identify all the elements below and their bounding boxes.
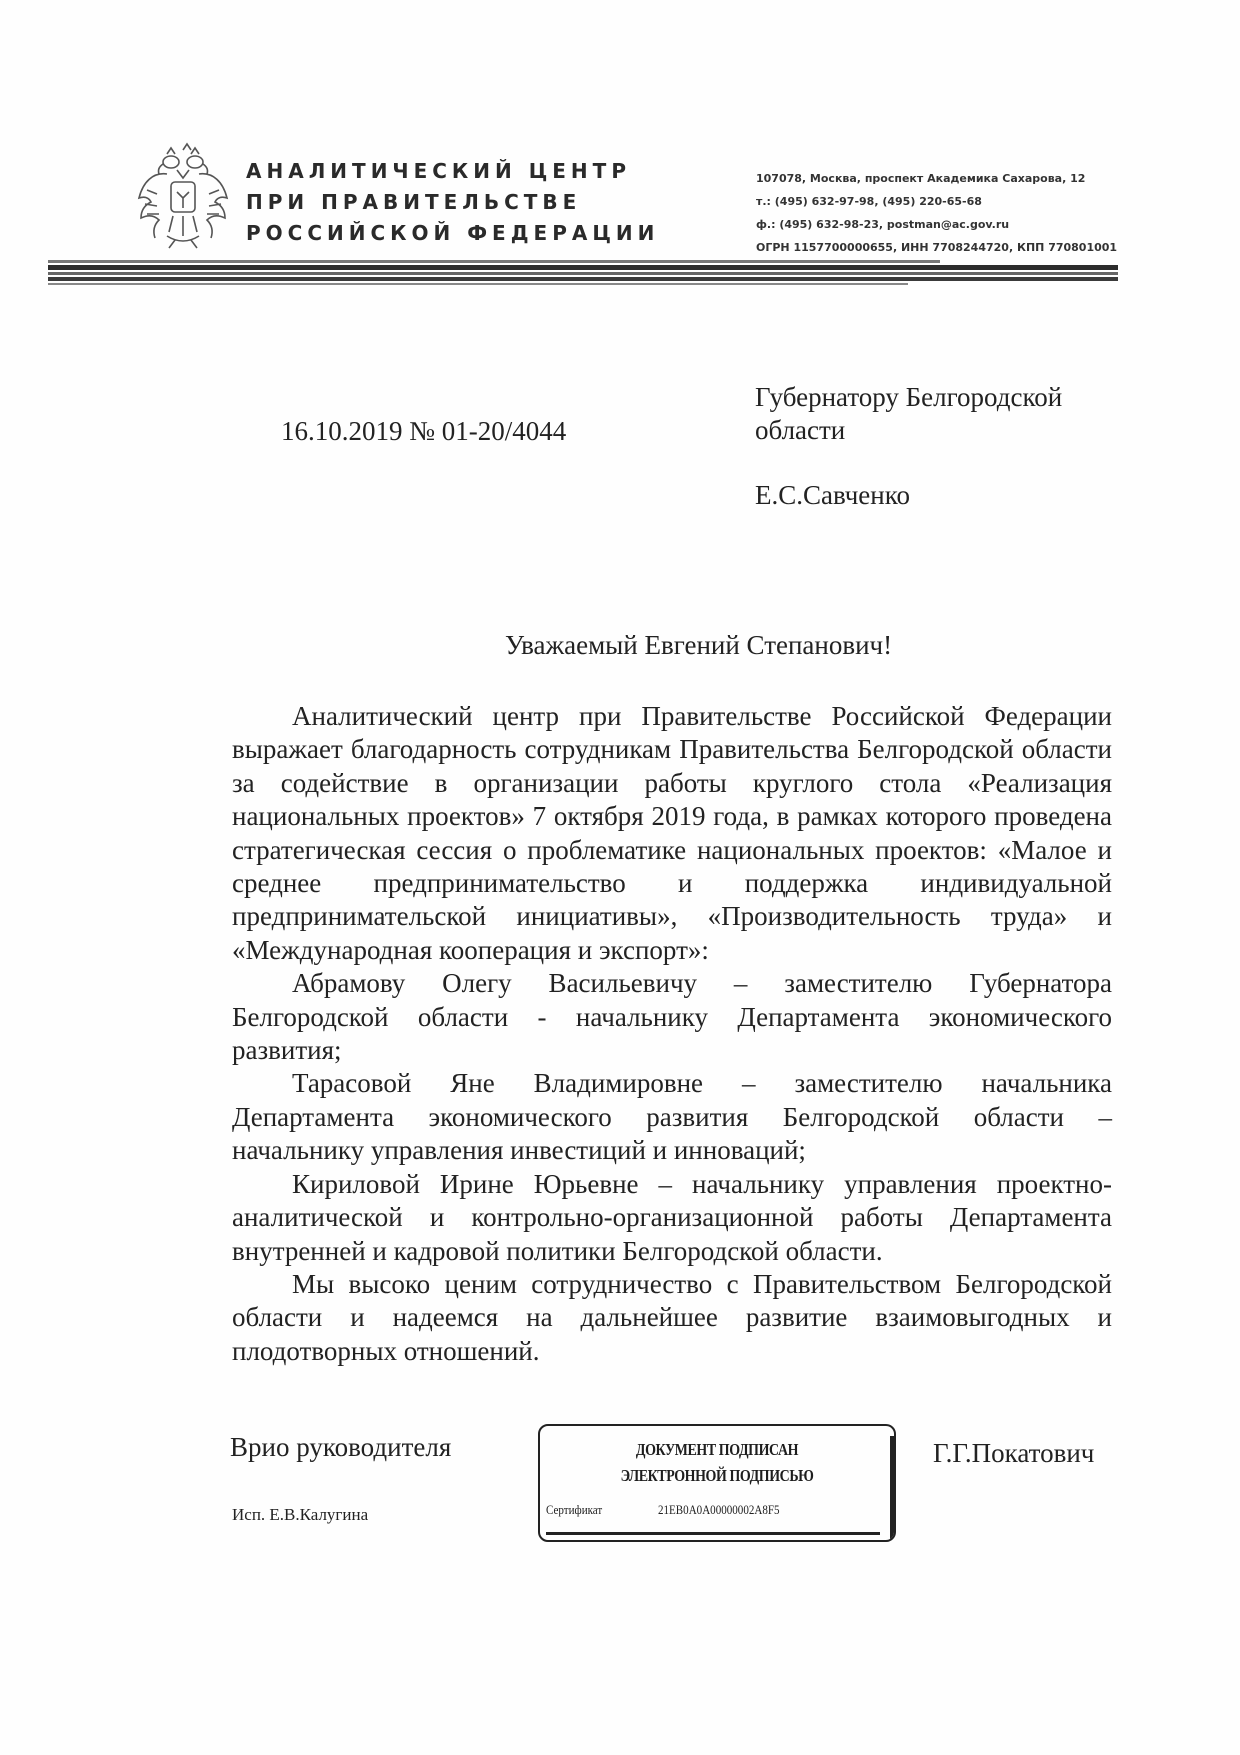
certificate-value: 21EB0A0A00000002A8F5: [658, 1502, 780, 1517]
contact-block: [756, 167, 1117, 259]
organization-name: [246, 156, 659, 249]
recipient-name: Е.С.Савченко: [755, 480, 910, 510]
stamp-title-line: ДОКУМЕНТ ПОДПИСАН: [635, 1440, 799, 1459]
stamp-edge: [890, 1436, 894, 1540]
letter-body: [232, 700, 1112, 1368]
electronic-signature-stamp: [538, 1424, 896, 1542]
letter-reference: 16.10.2019 № 01-20/4044: [281, 416, 567, 446]
body-paragraph: Мы высоко ценим сотрудничество с Правительством Белгородской области и надеемся на дальнейшее развитие взаимовыгодных и плодотворных отношений.: [232, 1268, 1112, 1366]
recipient-title: [755, 381, 1062, 447]
stamp-divider: [546, 1532, 880, 1535]
recipient-line: Губернатору Белгородской: [755, 382, 1063, 412]
body-paragraph: Тарасовой Яне Владимировне – заместителю начальника Департамента экономического развития Белгородской области – начальнику управления инвестиций и инноваций;: [232, 1068, 1112, 1166]
organization-name-line: РОССИЙСКОЙ ФЕДЕРАЦИИ: [246, 221, 660, 245]
executor-note: Исп. Е.В.Калугина: [232, 1505, 369, 1524]
body-paragraph: Аналитический центр при Правительстве Российской Федерации выражает благодарность сотрудникам Правительства Белгородской области за содействие в организации работы круглого стола «Реализация национальных проектов» 7 октября 2019 года, в рамках которого проведена стратегическая сессия о проблематике национальных проектов: «Малое и среднее предпринимательство и поддержка индивидуальной предпринимательской инициативы», «Производительность труда» и «Международная кооперация и экспорт»:: [232, 701, 1112, 965]
salutation: Уважаемый Евгений Степанович!: [505, 630, 893, 660]
recipient-line: области: [755, 415, 846, 445]
fax-email: ф.: (495) 632-98-23, postman@ac.gov.ru: [756, 218, 1010, 231]
phone: т.: (495) 632-97-98, (495) 220-65-68: [756, 195, 982, 208]
address: 107078, Москва, проспект Академика Сахарова, 12: [756, 172, 1086, 185]
stamp-title-line: ЭЛЕКТРОННОЙ ПОДПИСЬЮ: [620, 1466, 814, 1485]
body-paragraph: Кириловой Ирине Юрьевне – начальнику управления проектно-аналитической и контрольно-организационной работы Департамента внутренней и кадровой политики Белгородской области.: [232, 1168, 1112, 1266]
organization-name-line: АНАЛИТИЧЕСКИЙ ЦЕНТР: [246, 159, 631, 183]
signer-title: Врио руководителя: [230, 1432, 452, 1462]
certificate-label: Сертификат: [546, 1502, 603, 1517]
registration-numbers: ОГРН 1157700000655, ИНН 7708244720, КПП 770801001: [756, 241, 1118, 254]
double-headed-eagle-icon: [133, 140, 233, 252]
organization-name-line: ПРИ ПРАВИТЕЛЬСТВЕ: [246, 190, 582, 214]
body-paragraph: Абрамову Олегу Васильевичу – заместителю Губернатора Белгородской области - начальнику Департамента экономического развития;: [232, 968, 1112, 1066]
signer-name: Г.Г.Покатович: [933, 1438, 1095, 1468]
letterhead-divider: [0, 255, 1240, 305]
